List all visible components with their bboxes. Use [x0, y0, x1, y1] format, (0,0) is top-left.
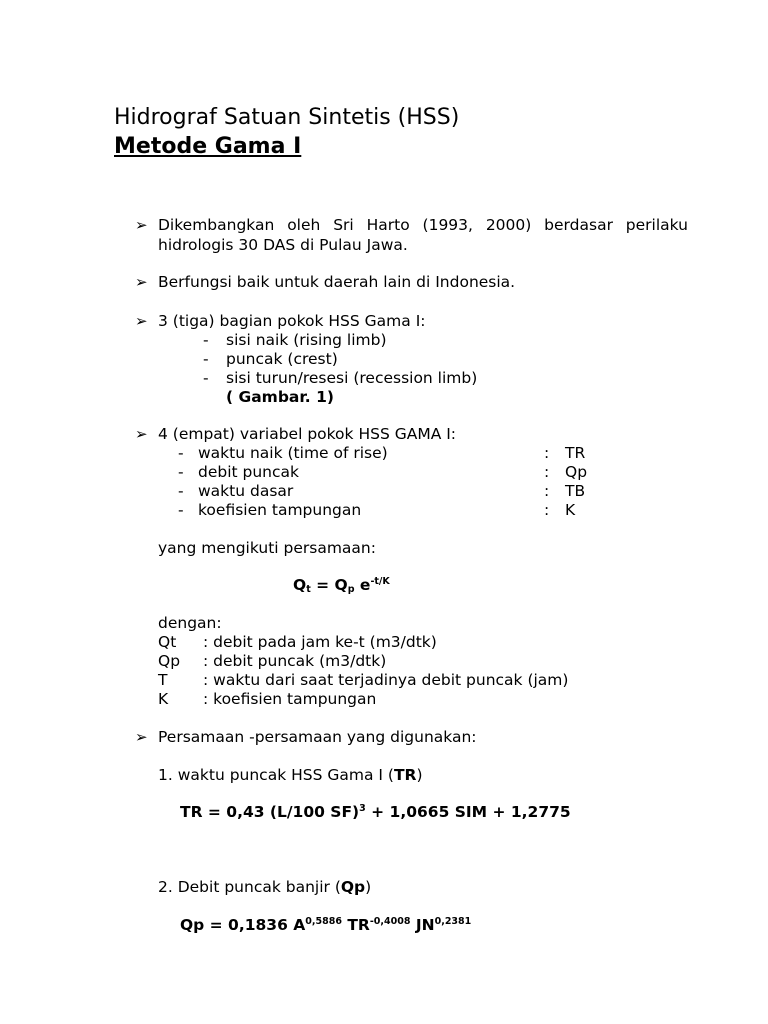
list-dash: - — [178, 463, 184, 481]
definition-symbol: Qt — [158, 633, 177, 651]
variable-symbol: TB — [565, 482, 586, 500]
bullet-text-2: Berfungsi baik untuk daerah lain di Indonesia. — [158, 273, 516, 291]
numbered-item-2: 2. Debit puncak banjir (Qp) — [158, 878, 372, 896]
bullet-text-4: 4 (empat) variabel pokok HSS GAMA I: — [158, 425, 457, 443]
variable-symbol: Qp — [565, 463, 588, 481]
list-dash: - — [203, 369, 209, 387]
definition-symbol: T — [158, 671, 168, 689]
bullet-text-1: Dikembangkan oleh Sri Harto (1993, 2000) berdasar perilaku hidrologis 30 DAS di Pulau Jawa. — [158, 216, 688, 254]
variable-name: debit puncak — [198, 463, 300, 481]
definition-symbol: K — [158, 690, 169, 708]
figure-reference: ( Gambar. 1) — [226, 388, 334, 406]
definitions-intro: dengan: — [158, 614, 222, 632]
definition-text: : debit puncak (m3/dtk) — [203, 652, 387, 670]
bullet-arrow-icon: ➢ — [135, 273, 148, 291]
list-item: sisi naik (rising limb) — [226, 331, 387, 349]
bullet-text-5: Persamaan -persamaan yang digunakan: — [158, 728, 477, 746]
variable-separator: : — [544, 482, 550, 500]
equation-time-to-peak: TR = 0,43 (L/100 SF)$^3$ + 1,0665 SIM + 1,2775 — [180, 803, 571, 821]
list-dash: - — [178, 501, 184, 519]
variable-separator: : — [544, 501, 550, 519]
equation-recession: $Q_t = Q_p$ $e^{-t/K}$ — [293, 576, 390, 595]
list-item: sisi turun/resesi (recession limb) — [226, 369, 478, 387]
definition-text: : debit pada jam ke-t (m3/dtk) — [203, 633, 437, 651]
list-dash: - — [178, 444, 184, 462]
definition-text: : koefisien tampungan — [203, 690, 377, 708]
equation-intro: yang mengikuti persamaan: — [158, 539, 376, 557]
variable-name: koefisien tampungan — [198, 501, 362, 519]
variable-separator: : — [544, 444, 550, 462]
bullet-arrow-icon: ➢ — [135, 728, 148, 746]
list-item: puncak (crest) — [226, 350, 338, 368]
bullet-arrow-icon: ➢ — [135, 216, 148, 234]
variable-symbol: TR — [565, 444, 586, 462]
equation-peak-discharge: Qp = 0,1836 $A^{0,5886}$ $TR^{-0,4008}$ $JN^{0,2381}$ — [180, 916, 472, 934]
list-dash: - — [178, 482, 184, 500]
numbered-item-1: 1. waktu puncak HSS Gama I (TR) — [158, 766, 423, 784]
list-dash: - — [203, 350, 209, 368]
bullet-arrow-icon: ➢ — [135, 425, 148, 443]
page-subtitle: Metode Gama I — [114, 134, 302, 159]
definition-text: : waktu dari saat terjadinya debit puncak (jam) — [203, 671, 569, 689]
variable-name: waktu naik (time of rise) — [198, 444, 388, 462]
page-title: Hidrograf Satuan Sintetis (HSS) — [114, 105, 460, 130]
variable-symbol: K — [565, 501, 576, 519]
bullet-arrow-icon: ➢ — [135, 312, 148, 330]
variable-name: waktu dasar — [198, 482, 294, 500]
bullet-text-3: 3 (tiga) bagian pokok HSS Gama I: — [158, 312, 426, 330]
variable-separator: : — [544, 463, 550, 481]
list-dash: - — [203, 331, 209, 349]
definition-symbol: Qp — [158, 652, 181, 670]
